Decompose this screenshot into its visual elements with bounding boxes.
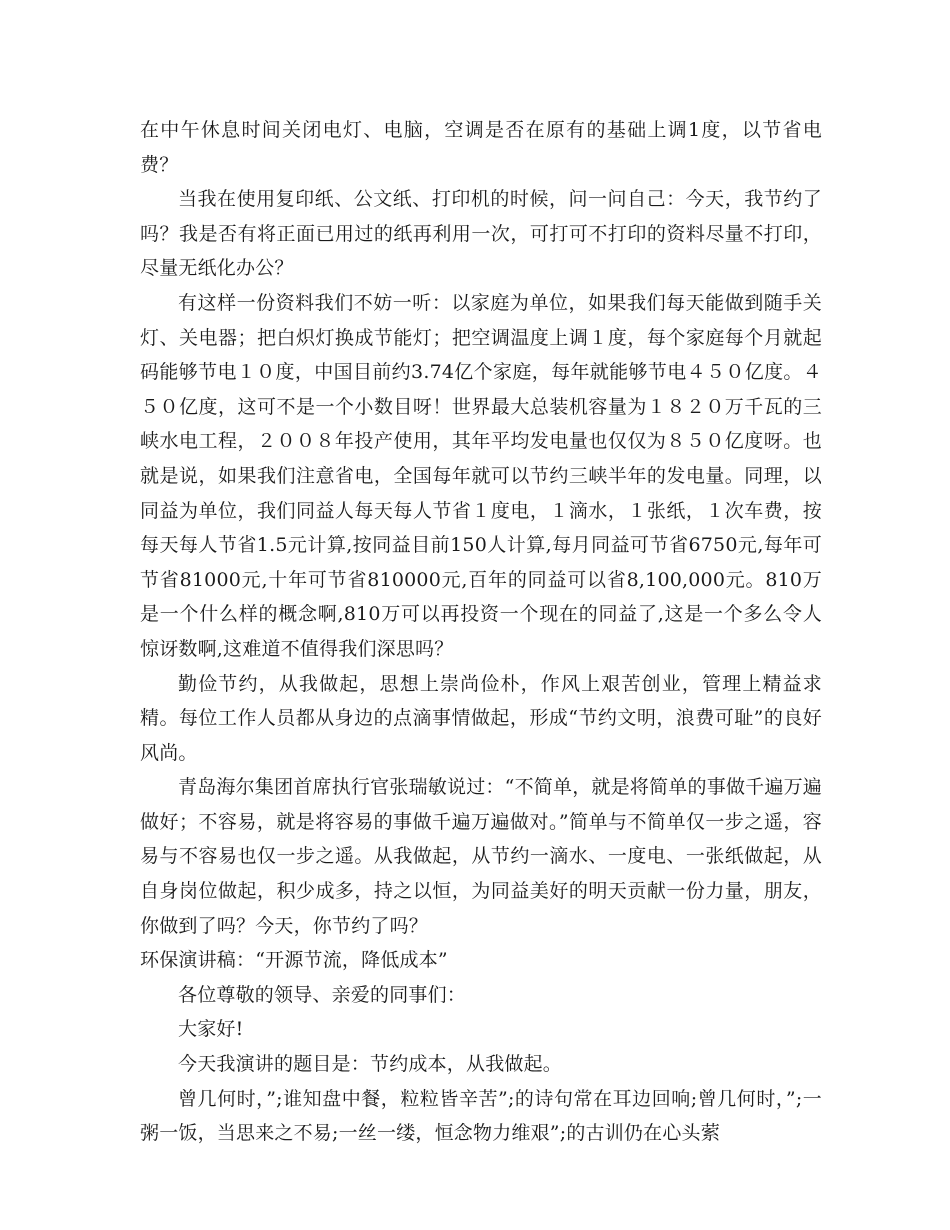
paragraph-paper-saving: 当我在使用复印纸、公文纸、打印机的时候，问一问自己：今天，我节约了吗？我是否有将正面已用过的纸再利用一次，可打可不打印的资料尽量不打印，尽量无纸化办公？ <box>140 188 822 280</box>
speech-opening-paragraph: 曾几何时，”;谁知盘中餐，粒粒皆辛苦”;的诗句常在耳边回响;曾几何时，”;一粥一饭，当思来之不易;一丝一缕，恒念物力维艰”;的古训仍在心头萦 <box>140 1087 822 1145</box>
document-body <box>140 113 822 1151</box>
paragraph-thrift-from-me: 勤俭节约，从我做起，思想上崇尚俭朴，作风上艰苦创业，管理上精益求精。每位工作人员都从身边的点滴事情做起，形成“节约文明，浪费可耻”的良好风尚。 <box>140 672 822 764</box>
paragraph-office-power-saving: 在中午休息时间关闭电灯、电脑，空调是否在原有的基础上调1度，以节省电费？ <box>140 119 822 176</box>
speech-topic: 今天我演讲的题目是：节约成本，从我做起。 <box>178 1053 563 1076</box>
paragraph-haier-quote: 青岛海尔集团首席执行官张瑞敏说过：“不简单，就是将简单的事做千遍万遍做好；不容易，就是将容易的事做千遍万遍做对。”简单与不简单仅一步之遥，容易与不容易也仅一步之遥。从我做起，从节约一滴水、一度电、一张纸做起，从自身岗位做起，积少成多，持之以恒，为同益美好的明天贡献一份力量，朋友，你做到了吗？今天，你节约了吗？ <box>140 776 822 937</box>
paragraph-household-statistics: 有这样一份资料我们不妨一听：以家庭为单位，如果我们每天能做到随手关灯、关电器；把白炽灯换成节能灯；把空调温度上调１度，每个家庭每个月就起码能够节电１０度，中国目前约3.74亿个家庭，每年就能够节电４５０亿度。４５０亿度，这可不是一个小数目呀！世界最大总装机容量为１８２０万千瓦的三峡水电工程，２００８年投产使用，其年平均发电量也仅仅为８５０亿度呀。也就是说，如果我们注意省电，全国每年就可以节约三峡半年的发电量。同理，以同益为单位，我们同益人每天每人节省１度电，１滴水，１张纸，１次车费，按每天每人节省1.5元计算,按同益目前150人计算,每月同益可节省6750元,每年可节省81000元,十年可节省810000元,百年的同益可以省8,100,000元。810万是一个什么样的概念啊,810万可以再投资一个现在的同益了,这是一个多么令人惊讶数啊,这难道不值得我们深思吗？ <box>140 291 822 660</box>
speech-salutation: 各位尊敬的领导、亲爱的同事们： <box>178 983 467 1006</box>
speech-greeting: 大家好! <box>178 1018 244 1041</box>
speech-heading: 环保演讲稿：“开源节流，降低成本” <box>140 949 448 972</box>
